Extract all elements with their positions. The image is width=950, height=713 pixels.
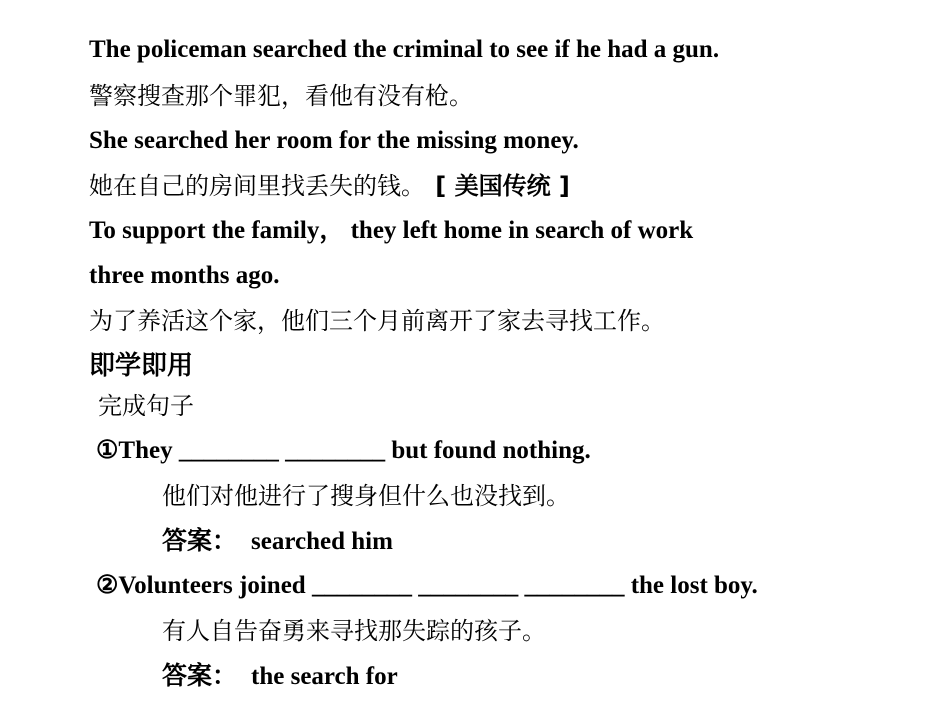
exercise-1-answer-line (162, 525, 393, 558)
exercise-2-sentence-line (96, 570, 758, 602)
example-3-english-line-2: three months ago. (89, 262, 280, 289)
exercise-1-sentence: They ________ ________ but found nothing. (118, 437, 591, 464)
exercise-1-answer-label: 答案： (162, 526, 238, 555)
exercise-1-sentence-line (96, 435, 591, 467)
example-2-english: She searched her room for the missing money. (89, 127, 579, 154)
exercise-2-translation: 有人自告奋勇来寻找那失踪的孩子。 (162, 617, 546, 645)
example-1-english: The policeman searched the criminal to see if he had a gun. (89, 36, 720, 63)
exercise-1-answer: searched him (251, 528, 393, 555)
example-3-english-line-1: To support the family， they left home in search of work (89, 217, 694, 244)
section-title: 即学即用 (89, 351, 194, 381)
exercise-2-number: ② (96, 572, 119, 599)
example-1-chinese: 警察搜查那个罪犯，看他有没有枪。 (89, 82, 473, 110)
exercise-2-sentence: Volunteers joined ________ ________ ________ the lost boy. (118, 572, 758, 599)
exercise-2-answer: the search for (251, 663, 398, 690)
exercise-1-translation: 他们对他进行了搜身但什么也没找到。 (162, 482, 570, 510)
example-2-source: [ 美国传统 ] (435, 172, 570, 200)
exercise-1-number: ① (96, 437, 119, 464)
exercise-2-answer-line (162, 660, 398, 693)
example-3-chinese: 为了养活这个家，他们三个月前离开了家去寻找工作。 (89, 307, 665, 335)
example-2-chinese-line (89, 170, 570, 203)
example-2-chinese: 她在自己的房间里找丢失的钱。 (89, 172, 425, 200)
section-subtitle: 完成句子 (98, 392, 194, 420)
exercise-2-answer-label: 答案： (162, 661, 238, 690)
